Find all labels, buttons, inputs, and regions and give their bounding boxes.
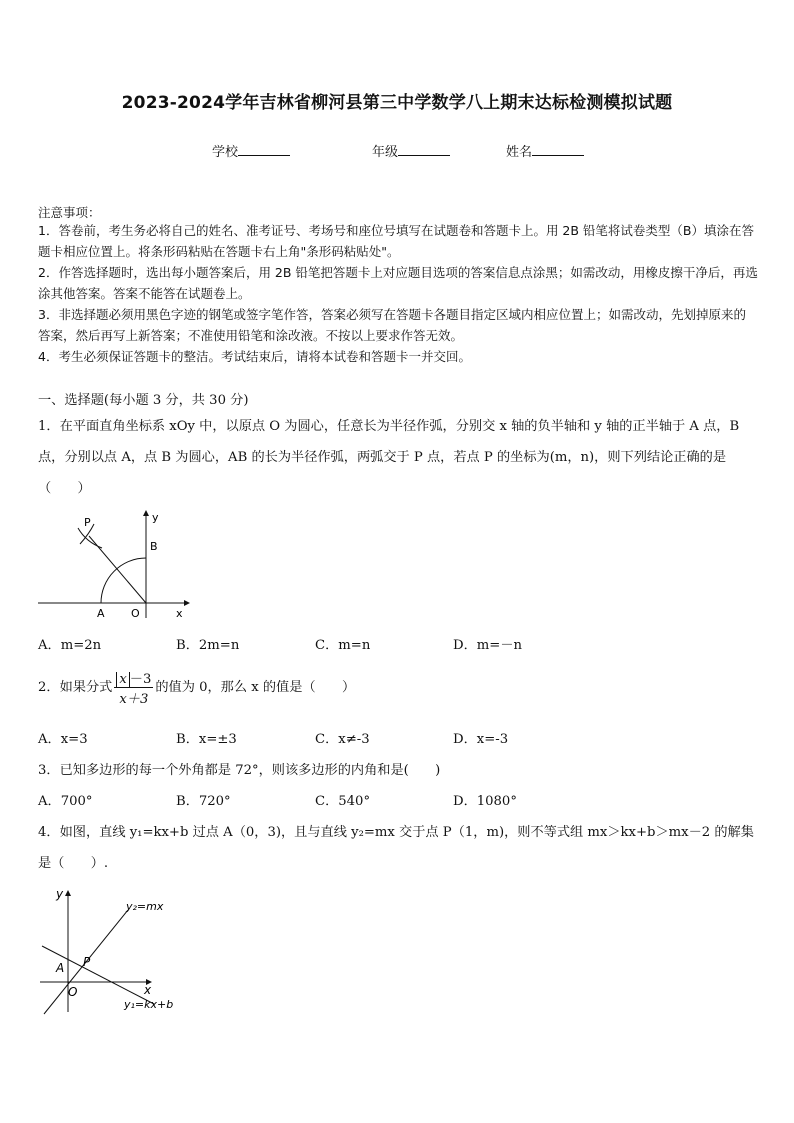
q1-option-a: A．m=2n: [38, 638, 102, 653]
q2-suffix: 的值为 0，那么 x 的值是（ ）: [155, 680, 356, 695]
fig4-label-o: O: [68, 985, 78, 999]
q2-text: [38, 668, 355, 707]
q1-option-d: D．m=－n: [453, 638, 522, 653]
q3-option-b: B．720°: [176, 794, 231, 809]
fig4-label-a: A: [56, 961, 65, 975]
q2-option-b: B．x=±3: [176, 732, 237, 747]
fig1-label-x: x: [176, 607, 183, 620]
q2-option-c: C．x≠-3: [315, 732, 370, 747]
q1-line1: 1．在平面直角坐标系 xOy 中，以原点 O 为圆心，任意长为半径作弧，分别交 x 轴的负半轴和 y 轴的正半轴于 A 点，B: [38, 419, 740, 434]
fig1-label-o: O: [131, 607, 140, 620]
fig1-label-p: P: [84, 516, 91, 529]
school-blank: [238, 143, 290, 156]
fig4-label-y1: y₁=kx+b: [124, 998, 174, 1011]
school-field: [212, 141, 290, 160]
fig4-label-y2: y₂=mx: [126, 900, 164, 913]
name-field: [506, 141, 584, 160]
q1-option-b: B．2m=n: [176, 638, 240, 653]
fig4-label-x: x: [144, 983, 152, 997]
q1-figure: [34, 506, 194, 620]
q2-option-d: D．x=-3: [453, 732, 509, 747]
note-item-3: 3．非选择题必须用黑色字迹的钢笔或签字笔作答，答案必须写在答题卡各题目指定区域内相应位置上；如需改动，先划掉原来的答案，然后再写上新答案；不准使用铅笔和涂改液。不按以上要求作答无效。: [38, 307, 746, 343]
grade-blank: [398, 143, 450, 156]
q3-option-c: C．540°: [315, 794, 371, 809]
name-blank: [532, 143, 584, 156]
q2-denominator: x＋3: [119, 692, 149, 707]
q1-option-c: C．m=n: [315, 638, 371, 653]
fig1-label-a: A: [97, 607, 105, 620]
page-title: 2023-2024学年吉林省柳河县第三中学数学八上期末达标检测模拟试题: [121, 93, 673, 113]
q3-option-d: D．1080°: [453, 794, 517, 809]
grade-field: [372, 141, 450, 160]
q2-option-a: A．x=3: [38, 732, 88, 747]
q2-numerator-rest: －3: [129, 672, 152, 687]
name-label: 姓名: [506, 145, 533, 160]
q2-abs-x: x: [116, 672, 129, 687]
note-item-4: 4．考生必须保证答题卡的整洁。考试结束后，请将本试卷和答题卡一并交回。: [38, 349, 471, 364]
q4-figure: [36, 882, 206, 1017]
q2-numerator: [114, 668, 153, 688]
q3-option-a: A．700°: [38, 794, 93, 809]
q1-line3: （ ）: [38, 481, 91, 496]
q2-fraction: [114, 668, 153, 707]
fig4-label-p: P: [83, 955, 91, 969]
q4-line2: 是（ ）.: [38, 856, 109, 871]
q3-text: 3．已知多边形的每一个外角都是 72°，则该多边形的内角和是( ): [38, 763, 441, 778]
note-item-2: 2．作答选择题时，选出每小题答案后，用 2B 铅笔把答题卡上对应题目选项的答案信息点涂黑；如需改动，用橡皮擦干净后，再选涂其他答案。答案不能答在试题卷上。: [38, 265, 758, 301]
fig4-label-y: y: [56, 887, 64, 901]
q1-line2: 点，分别以点 A，点 B 为圆心，AB 的长为半径作弧，两弧交于 P 点，若点 P 的坐标为(m，n)，则下列结论正确的是: [38, 450, 727, 465]
q4-line1: 4．如图，直线 y₁=kx+b 过点 A（0，3)，且与直线 y₂=mx 交于点 P（1，m)，则不等式组 mx＞kx+b＞mx－2 的解集: [38, 825, 754, 840]
q2-prefix: 2．如果分式: [38, 680, 113, 695]
note-item-1: 1．答卷前，考生务必将自己的姓名、准考证号、考场号和座位号填写在试题卷和答题卡上。用 2B 铅笔将试卷类型（B）填涂在答题卡相应位置上。将条形码粘贴在答题卡右上角"条形码粘贴处"。: [38, 223, 755, 259]
grade-label: 年级: [372, 145, 399, 160]
notes-heading: 注意事项：: [38, 205, 101, 220]
fig1-label-b: B: [150, 540, 158, 553]
section-heading: 一、选择题(每小题 3 分，共 30 分): [38, 393, 249, 408]
school-label: 学校: [212, 145, 239, 160]
fig1-label-y: y: [152, 511, 159, 524]
